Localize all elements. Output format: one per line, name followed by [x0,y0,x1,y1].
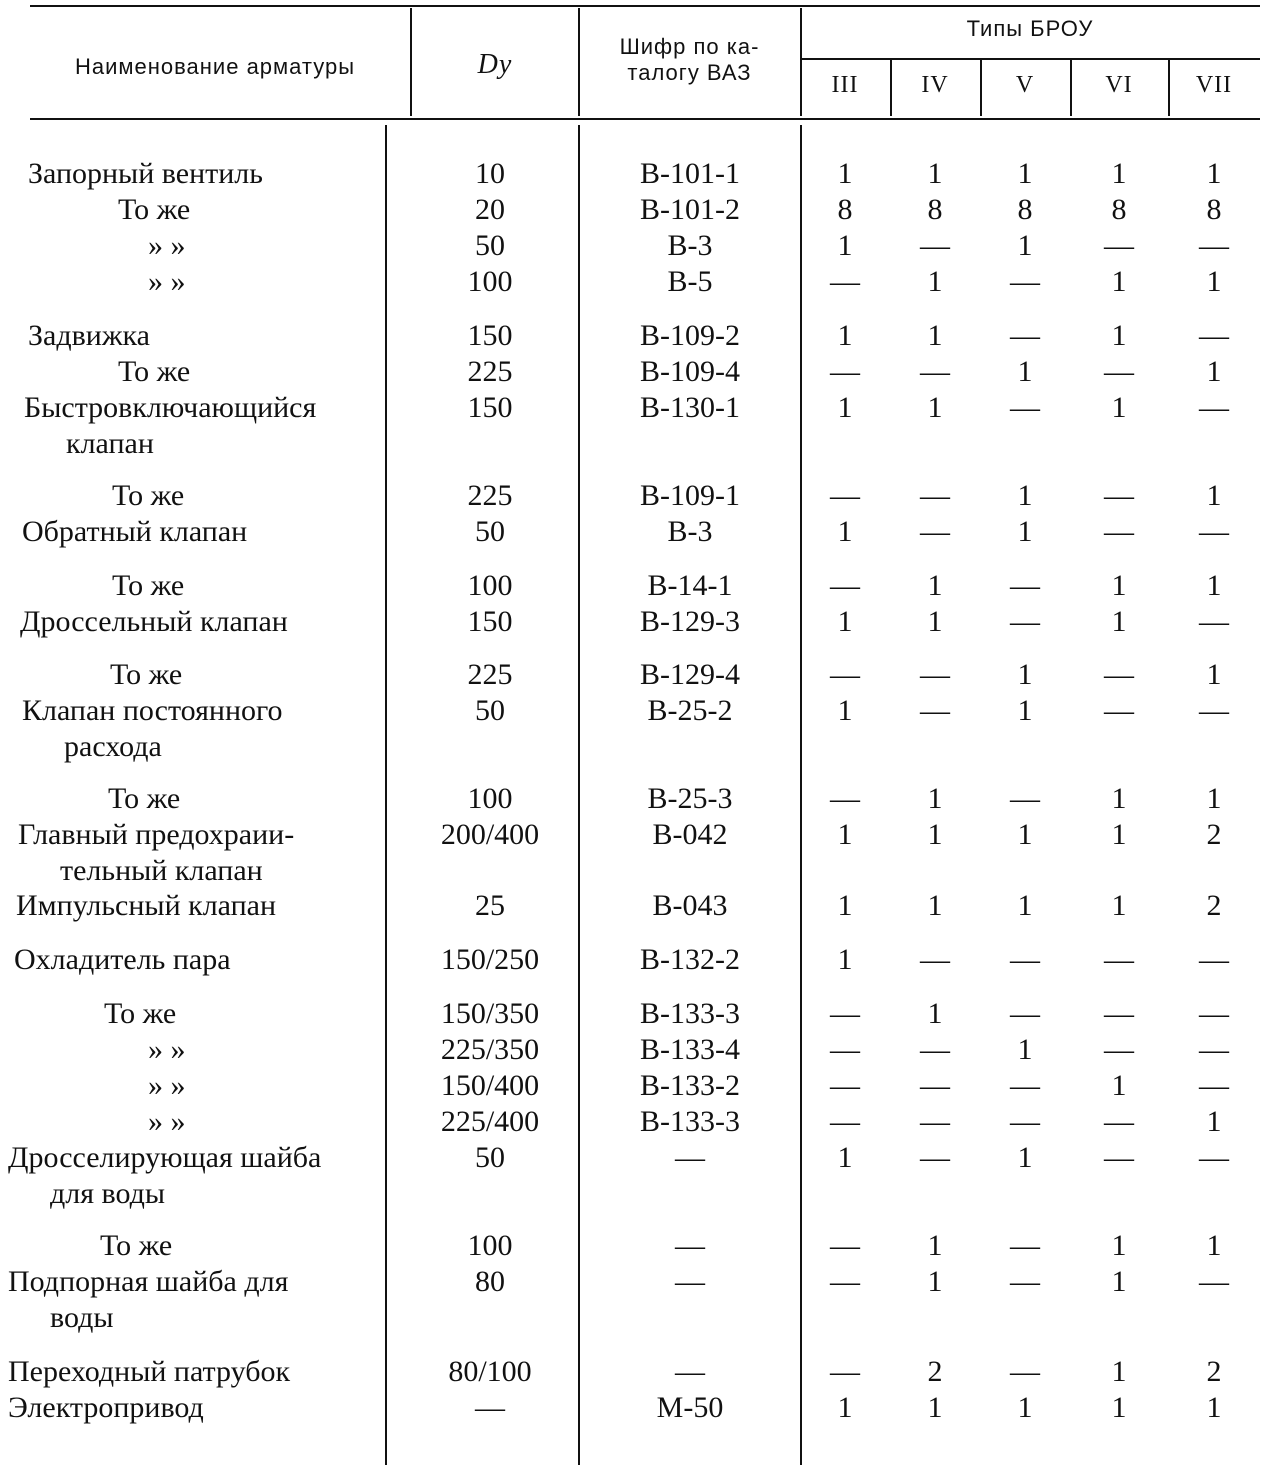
row-type-IV: 1 [927,997,943,1030]
row-type-V: 1 [1017,479,1033,512]
row-type-VI: 1 [1111,265,1127,298]
row-type-III: — [830,1355,860,1388]
row-type-V: — [1010,1265,1040,1298]
row-type-III: 1 [837,694,853,727]
row-type-VI: — [1104,943,1134,976]
row-type-VI: 1 [1111,391,1127,424]
row-dy: 150/350 [440,997,540,1030]
row-type-VI: 1 [1111,782,1127,815]
row-name: » » [148,1069,186,1102]
row-type-VI: 1 [1111,569,1127,602]
row-code: В-130-1 [640,391,740,424]
row-name: Обратный клапан [22,515,248,548]
row-type-V: 8 [1017,193,1033,226]
row-type-VI: — [1104,355,1134,388]
row-type-III: — [830,1105,860,1138]
row-code: — [675,1265,705,1298]
row-type-VII: — [1199,319,1229,352]
row-dy: 100 [467,265,513,298]
row-type-III: — [830,265,860,298]
row-dy: 225 [467,479,513,512]
row-type-V: 1 [1017,1033,1033,1066]
row-name: Электропривод [8,1391,204,1424]
row-type-VI: 8 [1111,193,1127,226]
header-dy: Dу [477,49,513,80]
row-type-III: — [830,569,860,602]
row-name: То же [104,997,177,1030]
row-type-V: — [1010,319,1040,352]
row-type-VII: 1 [1206,1229,1222,1262]
row-code: В-5 [667,265,713,298]
row-dy: 100 [467,782,513,815]
row-dy: 50 [475,1141,505,1174]
row-dy: 225/350 [440,1033,540,1066]
row-type-VI: 1 [1111,1355,1127,1388]
row-type-IV: — [920,479,950,512]
row-type-III: 1 [837,319,853,352]
row-type-VII: — [1199,997,1229,1030]
row-name: » » [148,1033,186,1066]
row-code: В-129-4 [640,658,740,691]
row-name: Переходный патрубок [8,1355,291,1388]
row-type-V: 1 [1017,889,1033,922]
row-type-V: 1 [1017,1141,1033,1174]
row-type-VII: 1 [1206,265,1222,298]
row-type-III: 1 [837,943,853,976]
row-type-VI: — [1104,515,1134,548]
row-type-VI: 1 [1111,1069,1127,1102]
row-name: Быстровключающийся [24,391,317,424]
row-type-IV: 2 [927,1355,943,1388]
row-code: — [675,1229,705,1262]
row-type-VII: 1 [1206,569,1222,602]
body-divider-1 [385,125,387,1465]
row-type-VI: 1 [1111,1265,1127,1298]
type-col-IV: IV [921,72,949,98]
header-code: Шифр по ка- талогу ВАЗ [619,34,760,85]
row-type-III: 1 [837,605,853,638]
row-code: В-3 [667,229,713,262]
row-name: То же [118,355,191,388]
row-type-VII: — [1199,229,1229,262]
row-type-VI: — [1104,479,1134,512]
row-type-IV: — [920,355,950,388]
row-type-VII: 1 [1206,355,1222,388]
row-name: То же [100,1229,173,1262]
row-type-VI: — [1104,1105,1134,1138]
row-type-VI: — [1104,997,1134,1030]
row-type-III: 1 [837,1141,853,1174]
row-code: В-109-4 [640,355,740,388]
row-dy: 80/100 [448,1355,532,1388]
row-name: Клапан постоянного [22,694,283,727]
row-type-IV: 1 [927,818,943,851]
row-type-IV: 1 [927,265,943,298]
row-code: — [675,1355,705,1388]
row-code: В-101-1 [640,157,740,190]
row-type-VI: 1 [1111,319,1127,352]
body-divider-2 [578,125,580,1465]
row-name: То же [108,782,181,815]
row-type-III: 1 [837,889,853,922]
row-code: В-109-1 [640,479,740,512]
row-type-III: — [830,782,860,815]
row-dy: 20 [475,193,505,226]
row-type-V: — [1010,1229,1040,1262]
row-dy: 150 [467,319,513,352]
row-name: Дроссельный клапан [20,605,288,638]
row-type-IV: — [920,943,950,976]
row-type-VI: — [1104,1033,1134,1066]
row-type-III: 8 [837,193,853,226]
row-type-VII: — [1199,605,1229,638]
row-type-IV: — [920,229,950,262]
row-type-VII: — [1199,391,1229,424]
header-divider-2 [578,8,580,116]
row-code: В-109-2 [640,319,740,352]
row-type-V: 1 [1017,355,1033,388]
row-type-IV: — [920,1069,950,1102]
row-type-V: 1 [1017,515,1033,548]
row-type-IV: 1 [927,157,943,190]
row-type-V: 1 [1017,818,1033,851]
row-type-V: — [1010,265,1040,298]
row-name: » » [148,265,186,298]
row-dy: 225/400 [440,1105,540,1138]
row-type-III: — [830,997,860,1030]
row-type-VI: 1 [1111,1391,1127,1424]
row-type-V: — [1010,569,1040,602]
type-col-III: III [831,72,859,98]
row-type-VII: 1 [1206,658,1222,691]
row-type-IV: — [920,1033,950,1066]
row-type-VII: — [1199,1069,1229,1102]
row-type-IV: 1 [927,605,943,638]
row-dy: 25 [475,889,505,922]
header-divider-3 [800,8,802,116]
row-type-VII: 1 [1206,157,1222,190]
row-dy: 150/250 [440,943,540,976]
row-code: В-133-3 [640,997,740,1030]
header-name: Наименование арматуры [74,54,356,79]
row-type-IV: 1 [927,319,943,352]
row-type-IV: 1 [927,782,943,815]
row-dy: 150 [467,391,513,424]
row-type-VII: 2 [1206,889,1222,922]
row-name-cont: расхода [64,730,162,763]
row-type-IV: 1 [927,569,943,602]
type-col-VII: VII [1195,72,1233,98]
row-type-VII: 1 [1206,479,1222,512]
row-code: В-132-2 [640,943,740,976]
row-type-IV: 1 [927,1229,943,1262]
row-type-III: 1 [837,157,853,190]
row-dy: 100 [467,1229,513,1262]
row-type-IV: — [920,694,950,727]
row-code: В-043 [652,889,728,922]
row-type-IV: 8 [927,193,943,226]
row-dy: 225 [467,658,513,691]
row-code: В-133-2 [640,1069,740,1102]
row-dy: 50 [475,694,505,727]
row-type-V: 1 [1017,157,1033,190]
row-type-VII: — [1199,694,1229,727]
row-type-IV: — [920,1141,950,1174]
row-name-cont: клапан [66,427,154,460]
row-type-VI: 1 [1111,605,1127,638]
row-dy: 10 [475,157,505,190]
row-type-VI: 1 [1111,157,1127,190]
row-type-VI: — [1104,658,1134,691]
row-name: Охладитель пара [14,943,231,976]
header-types: Типы БРОУ [966,16,1094,41]
row-type-IV: — [920,1105,950,1138]
row-dy: 50 [475,229,505,262]
row-type-VII: 1 [1206,782,1222,815]
row-dy: — [475,1391,505,1424]
row-name-cont: для воды [50,1177,166,1210]
row-type-IV: — [920,658,950,691]
row-type-V: 1 [1017,658,1033,691]
row-type-V: — [1010,1105,1040,1138]
row-type-VII: 1 [1206,1105,1222,1138]
row-type-III: — [830,355,860,388]
type-col-VI: VI [1105,72,1133,98]
row-type-III: — [830,658,860,691]
row-type-III: 1 [837,391,853,424]
row-code: В-3 [667,515,713,548]
row-type-III: 1 [837,818,853,851]
row-dy: 50 [475,515,505,548]
row-type-III: — [830,1229,860,1262]
row-type-V: — [1010,605,1040,638]
row-code: В-133-3 [640,1105,740,1138]
row-type-V: — [1010,391,1040,424]
row-type-III: — [830,1265,860,1298]
row-type-VII: — [1199,943,1229,976]
row-name: Задвижка [28,319,150,352]
row-type-IV: 1 [927,391,943,424]
row-code: В-133-4 [640,1033,740,1066]
row-type-VII: — [1199,1141,1229,1174]
types-header-rule [800,58,1260,60]
row-type-III: — [830,1033,860,1066]
row-type-VI: 1 [1111,889,1127,922]
row-type-VII: 2 [1206,818,1222,851]
row-type-VI: 1 [1111,1229,1127,1262]
row-dy: 225 [467,355,513,388]
row-code: М-50 [656,1391,724,1424]
row-name: Дросселирующая шайба [8,1141,322,1174]
row-type-V: 1 [1017,694,1033,727]
row-name: То же [110,658,183,691]
row-type-V: — [1010,997,1040,1030]
row-name: » » [148,229,186,262]
row-type-VII: — [1199,1033,1229,1066]
row-name: Главный предохраии- [18,818,295,851]
row-type-VI: — [1104,694,1134,727]
row-name: То же [118,193,191,226]
row-type-VII: 2 [1206,1355,1222,1388]
row-type-V: — [1010,782,1040,815]
row-name: То же [112,479,185,512]
row-dy: 100 [467,569,513,602]
row-type-VI: — [1104,1141,1134,1174]
header-bottom-rule [30,118,1260,120]
row-type-III: — [830,1069,860,1102]
row-code: В-25-3 [647,782,733,815]
row-type-VII: 8 [1206,193,1222,226]
row-type-IV: 1 [927,1391,943,1424]
row-type-V: 1 [1017,1391,1033,1424]
header-divider-1 [410,8,412,116]
row-type-V: — [1010,1355,1040,1388]
row-name: Подпорная шайба для [8,1265,289,1298]
row-type-VII: 1 [1206,1391,1222,1424]
row-dy: 200/400 [440,818,540,851]
row-type-III: — [830,479,860,512]
row-name-cont: тельный клапан [60,854,263,887]
row-name: То же [112,569,185,602]
row-dy: 150 [467,605,513,638]
row-name: Импульсный клапан [16,889,277,922]
row-type-IV: — [920,515,950,548]
row-type-III: 1 [837,1391,853,1424]
row-code: — [675,1141,705,1174]
row-dy: 80 [475,1265,505,1298]
table-top-rule [30,5,1260,7]
row-code: В-129-3 [640,605,740,638]
row-code: В-101-2 [640,193,740,226]
type-col-V: V [1015,72,1035,98]
row-type-III: 1 [837,229,853,262]
row-type-IV: 1 [927,1265,943,1298]
row-type-III: 1 [837,515,853,548]
row-code: В-25-2 [647,694,733,727]
row-type-IV: 1 [927,889,943,922]
row-name: Запорный вентиль [28,157,263,190]
row-type-VI: — [1104,229,1134,262]
row-type-V: — [1010,1069,1040,1102]
row-type-V: 1 [1017,229,1033,262]
row-type-V: — [1010,943,1040,976]
row-type-VII: — [1199,515,1229,548]
row-name: » » [148,1105,186,1138]
row-type-VI: 1 [1111,818,1127,851]
row-dy: 150/400 [440,1069,540,1102]
row-code: В-14-1 [647,569,733,602]
row-code: В-042 [652,818,728,851]
row-name-cont: воды [50,1301,114,1334]
row-type-VII: — [1199,1265,1229,1298]
